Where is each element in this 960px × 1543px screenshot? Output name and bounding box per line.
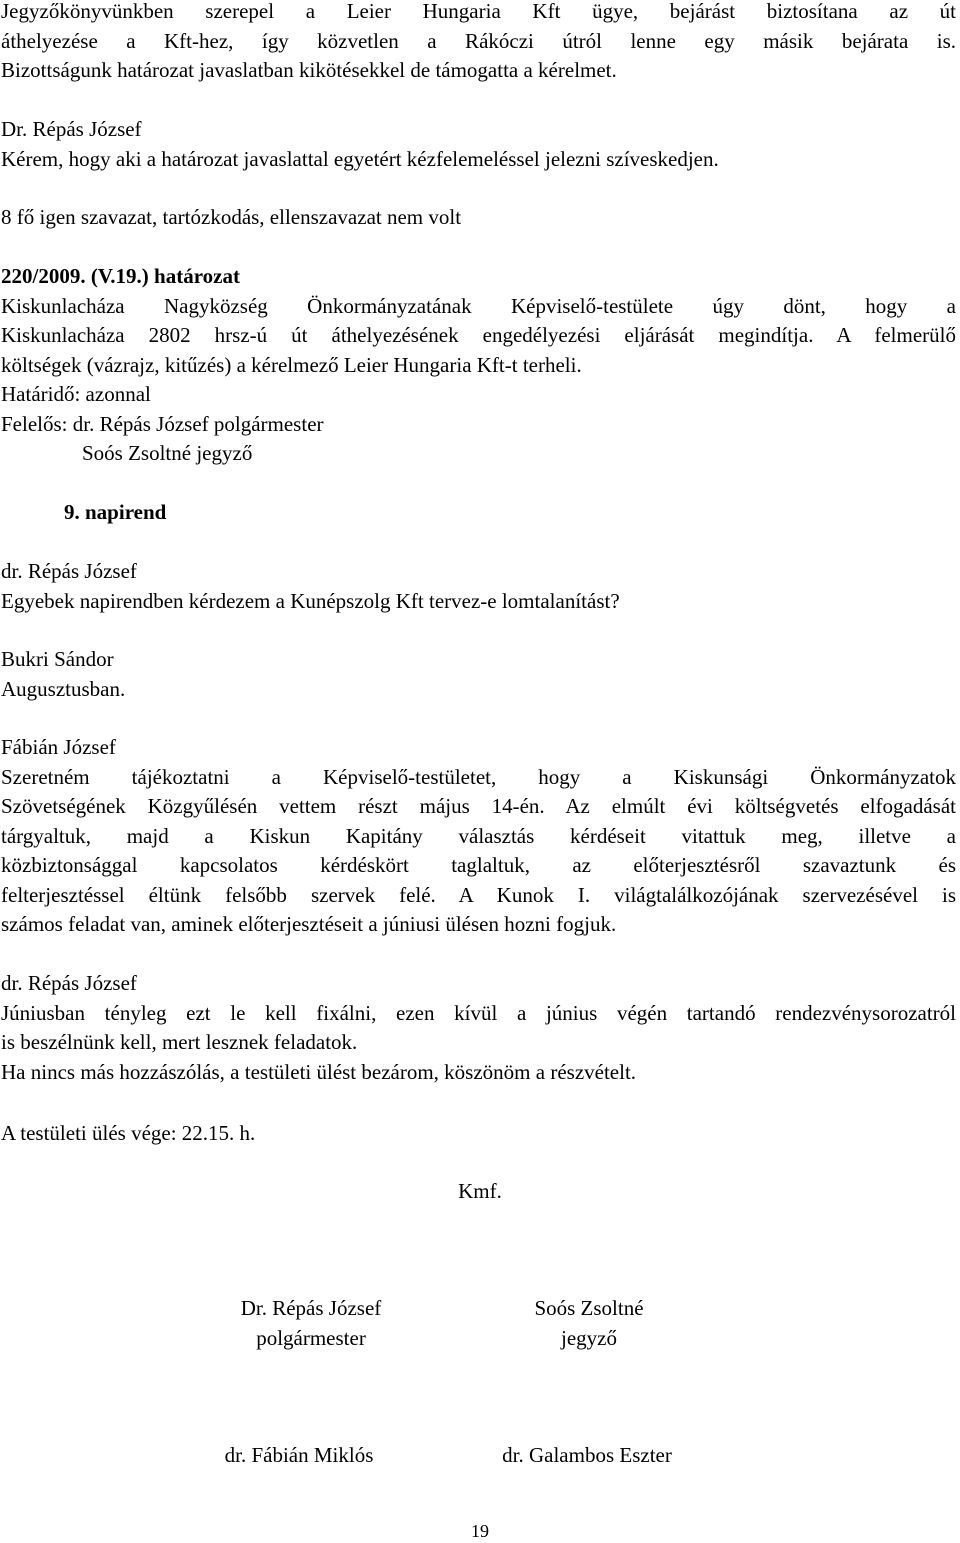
signature-mayor [196, 1294, 426, 1353]
resolution-line: Kiskunlacháza 2802 hrsz-ú út áthelyezésének engedélyezési eljárását megindítja. A felmerülő [1, 323, 956, 347]
signature-name: Dr. Répás József [240, 1296, 382, 1320]
agenda-item [1, 498, 960, 528]
speaker-name: Fábián József [1, 735, 116, 759]
speaker-name: dr. Répás József [1, 559, 137, 583]
signature-witness-1: dr. Fábián Miklós [224, 1443, 374, 1467]
resolution [1, 262, 956, 469]
signature-witness-2: dr. Galambos Eszter [502, 1443, 672, 1467]
speaker-text: Egyebek napirendben kérdezem a Kunépszolg Kft tervez-e lomtalanítást? [1, 588, 620, 613]
paragraph-line: Bizottságunk határozat javaslatban kikötésekkel de támogatta a kérelmet. [1, 58, 617, 82]
speaker-name: dr. Répás József [1, 971, 137, 995]
agenda-item-title: 9. napirend [64, 500, 167, 524]
signature-notary [474, 1294, 704, 1353]
speaker-text: Ha nincs más hozzászólás, a testületi ülést bezárom, köszönöm a részvételt. [1, 1059, 637, 1084]
intro-paragraph [1, 0, 956, 86]
speaker-text: Szeretném tájékoztatni a Képviselő-testületet, hogy a Kiskunsági Önkormányzatok [1, 764, 956, 789]
dialogue-2 [1, 645, 956, 704]
resolution-line: költségek (vázrajz, kitűzés) a kérelmező Leier Hungaria Kft-t terheli. [1, 352, 582, 377]
resolution-responsible-second: Soós Zsoltné jegyző [82, 441, 253, 465]
speaker-text: Szövetségének Közgyűlésén vettem részt május 14-én. Az elmúlt évi költségvetés elfogadását [1, 794, 956, 818]
speaker-text: is beszélnünk kell, mert lesznek feladatok. [1, 1030, 358, 1054]
speaker-text: felterjesztéssel éltünk felsőbb szervek felé. A Kunok I. világtalálkozójának szervezésével is [1, 882, 956, 907]
speaker-name: Dr. Répás József [1, 117, 142, 141]
resolution-number: 220/2009. (V.19.) határozat [1, 264, 240, 288]
paragraph-line: Jegyzőkönyvünkben szerepel a Leier Hungaria Kft ügye, bejárást biztosítana az út [1, 0, 956, 23]
dialogue-1 [1, 557, 956, 616]
resolution-deadline: Határidő: azonnal [1, 382, 151, 406]
closing-time: A testületi ülés vége: 22.15. h. [1, 1121, 256, 1145]
signature-name: Soós Zsoltné [534, 1296, 644, 1320]
speaker-name: Bukri Sándor [1, 647, 114, 671]
resolution-responsible: Felelős: dr. Répás József polgármester [1, 411, 324, 436]
signature-title: polgármester [256, 1325, 366, 1350]
speaker-text: Júniusban tényleg ezt le kell fixálni, ezen kívül a június végén tartandó rendezvénysorozatról [1, 1000, 956, 1025]
resolution-line: Kiskunlacháza Nagyközség Önkormányzatának Képviselő-testülete úgy dönt, hogy a [1, 293, 956, 318]
speaker-text: számos feladat van, aminek előterjesztéseit a júniusi ülésen hozni fogjuk. [1, 912, 617, 936]
dialogue-4 [1, 969, 956, 1087]
vote-call [1, 115, 956, 174]
speaker-text: Augusztusban. [1, 676, 126, 701]
speaker-text: közbiztonsággal kapcsolatos kérdéskört taglaltuk, az előterjesztésről szavaztunk és [1, 853, 956, 877]
page-number: 19 [471, 1521, 489, 1541]
kmf-label: Kmf. [458, 1179, 502, 1203]
signature-title: jegyző [561, 1325, 617, 1350]
speaker-text: tárgyaltuk, majd a Kiskun Kapitány választás kérdéseit vitattuk meg, illetve a [1, 823, 956, 848]
speaker-text: Kérem, hogy aki a határozat javaslattal egyetért kézfelemeléssel jelezni szíveskedjen. [1, 146, 719, 171]
paragraph-line: áthelyezése a Kft-hez, így közvetlen a Rákóczi útról lenne egy másik bejárata is. [1, 28, 956, 53]
dialogue-3 [1, 733, 956, 940]
closing [1, 1119, 956, 1149]
vote-result-text: 8 fő igen szavazat, tartózkodás, ellenszavazat nem volt [1, 205, 462, 229]
vote-result [1, 203, 956, 233]
